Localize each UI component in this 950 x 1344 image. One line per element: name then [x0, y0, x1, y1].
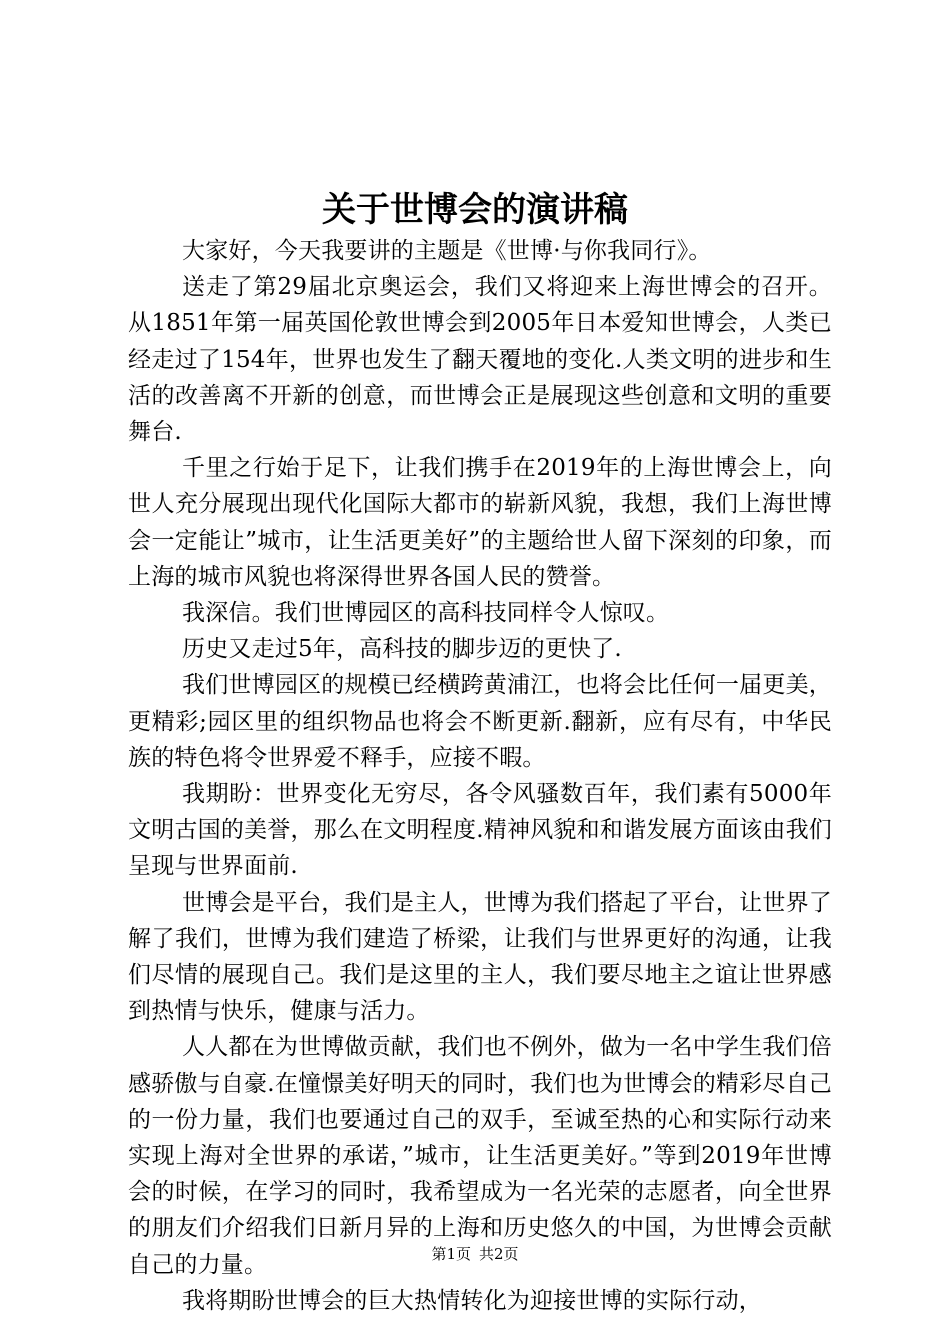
paragraph-journey: 千里之行始于足下，让我们携手在2019年的上海世博会上，向世人充分展现出现代化国际大都市的崭新风貌，我想，我们上海世博会一定能让”城市，让生活更美好”的主题给世人留下深刻的印象，而上海的城市风貌也将深得世界各国人民的赞誉。: [128, 455, 832, 590]
paragraph-park-scale: 我们世博园区的规模已经横跨黄浦江，也将会比任何一届更美，更精彩;园区里的组织物品也将会不断更新.翻新，应有尽有，中华民族的特色将令世界爱不释手，应接不暇。: [128, 672, 832, 771]
paragraph-contribution: 人人都在为世博做贡献，我们也不例外，做为一名中学生我们倍感骄傲与自豪.在憧憬美好明天的同时，我们也为世博会的精彩尽自己的一份力量，我们也要通过自己的双手，至诚至热的心和实际行动来实现上海对全世界的承诺，”城市，让生活更美好。”等到2019年世博会的时候，在学习的同时，我希望成为一名光荣的志愿者，向全世界的朋友们介绍我们日新月异的上海和历史悠久的中国，为世博会贡献自己的力量。: [128, 1034, 832, 1278]
paragraph-greeting: 大家好，今天我要讲的主题是《世博·与你我同行》。: [182, 238, 712, 264]
document-title: 关于世博会的演讲稿: [322, 190, 628, 230]
page-number: 第1页: [431, 1245, 471, 1263]
paragraph-belief: 我深信。我们世博园区的高科技同样令人惊叹。: [182, 600, 670, 627]
paragraph-expo-history: 送走了第29届北京奥运会，我们又将迎来上海世博会的召开。从1851年第一届英国伦敦世博会到2005年日本爱知世博会，人类已经走过了154年，世界也发生了翻天覆地的变化.人类文明的进步和生活的改善离不开新的创意，而世博会正是展现这些创意和文明的重要舞台.: [128, 274, 832, 446]
page-footer: [0, 1244, 950, 1264]
document-body: [128, 233, 832, 1319]
page-total: 共2页: [479, 1245, 519, 1263]
paragraph-hope: 我期盼：世界变化无穷尽，各令风骚数百年，我们素有5000年文明古国的美誉，那么在文明程度.精神风貌和和谐发展方面该由我们呈现与世界面前.: [128, 781, 832, 880]
paragraph-five-years: 历史又走过5年，高科技的脚步迈的更快了.: [182, 636, 622, 663]
paragraph-action: 我将期盼世博会的巨大热情转化为迎接世博的实际行动，: [182, 1287, 762, 1314]
paragraph-platform: 世博会是平台，我们是主人，世博为我们搭起了平台，让世界了解了我们，世博为我们建造了桥梁，让我们与世界更好的沟通，让我们尽情的展现自己。我们是这里的主人，我们要尽地主之谊让世界感到热情与快乐，健康与活力。: [128, 889, 832, 1025]
